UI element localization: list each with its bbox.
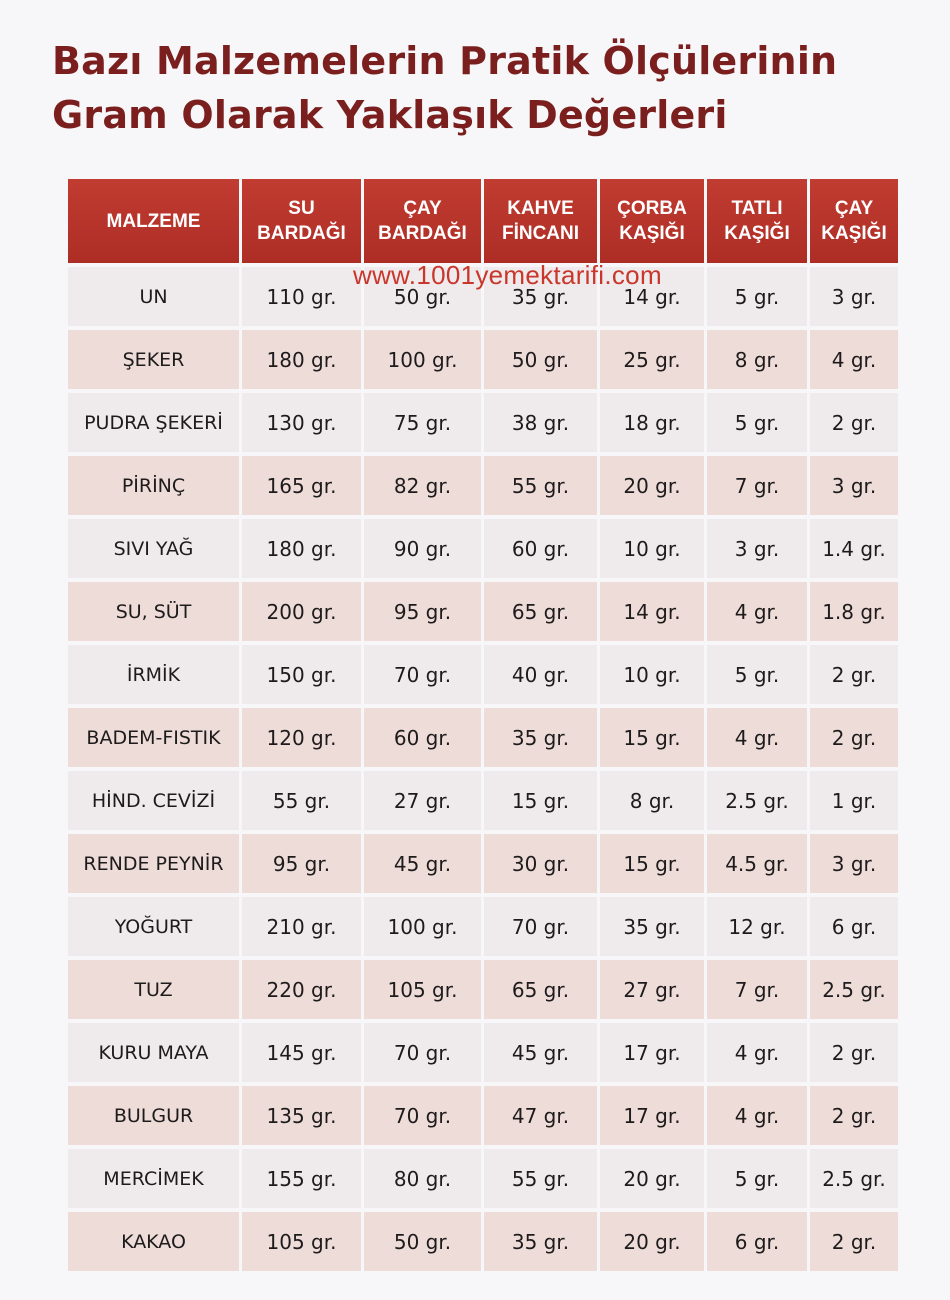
- measure-value-cell: 3 gr.: [707, 519, 807, 578]
- measure-value-cell: 200 gr.: [242, 582, 361, 641]
- measure-value-cell: 80 gr.: [364, 1149, 481, 1208]
- measure-value-cell: 70 gr.: [364, 1086, 481, 1145]
- measure-value-cell: 2 gr.: [810, 1023, 898, 1082]
- measure-value-cell: 55 gr.: [484, 456, 597, 515]
- measure-value-cell: 4 gr.: [707, 1023, 807, 1082]
- measure-value-cell: 20 gr.: [600, 1212, 704, 1271]
- measure-value-cell: 60 gr.: [484, 519, 597, 578]
- measure-value-cell: 45 gr.: [484, 1023, 597, 1082]
- ingredient-name-cell: TUZ: [68, 960, 239, 1019]
- table-row: [68, 456, 898, 515]
- measure-value-cell: 70 gr.: [364, 1023, 481, 1082]
- measure-value-cell: 10 gr.: [600, 519, 704, 578]
- column-header-text: FİNCANI: [501, 223, 580, 244]
- measure-value-cell: 4 gr.: [707, 708, 807, 767]
- measurement-table: [65, 175, 901, 1275]
- table-row: [68, 897, 898, 956]
- measure-value-cell: 20 gr.: [600, 1149, 704, 1208]
- table-header-row: [68, 179, 898, 263]
- measure-value-cell: 7 gr.: [707, 960, 807, 1019]
- ingredient-name-cell: PİRİNÇ: [68, 456, 239, 515]
- column-header: [364, 179, 481, 263]
- measurement-table-container: [68, 175, 886, 1275]
- table-row: [68, 960, 898, 1019]
- column-header: [68, 179, 239, 263]
- measure-value-cell: 70 gr.: [484, 897, 597, 956]
- measure-value-cell: 6 gr.: [810, 897, 898, 956]
- ingredient-name-cell: UN: [68, 267, 239, 326]
- ingredient-name-cell: KAKAO: [68, 1212, 239, 1271]
- measure-value-cell: 3 gr.: [810, 834, 898, 893]
- measure-value-cell: 1.4 gr.: [810, 519, 898, 578]
- measure-value-cell: 180 gr.: [242, 519, 361, 578]
- measure-value-cell: 17 gr.: [600, 1023, 704, 1082]
- ingredient-name-cell: PUDRA ŞEKERİ: [68, 393, 239, 452]
- column-header-text: MALZEME: [106, 210, 201, 232]
- measure-value-cell: 50 gr.: [364, 267, 481, 326]
- ingredient-name-cell: İRMİK: [68, 645, 239, 704]
- measure-value-cell: 105 gr.: [242, 1212, 361, 1271]
- ingredient-name-cell: ŞEKER: [68, 330, 239, 389]
- measure-value-cell: 18 gr.: [600, 393, 704, 452]
- measure-value-cell: 120 gr.: [242, 708, 361, 767]
- table-row: [68, 330, 898, 389]
- measure-value-cell: 15 gr.: [600, 708, 704, 767]
- measure-value-cell: 15 gr.: [484, 771, 597, 830]
- measure-value-cell: 8 gr.: [707, 330, 807, 389]
- page-title: [52, 34, 932, 142]
- column-header-text: ÇAY: [834, 198, 874, 219]
- measure-value-cell: 30 gr.: [484, 834, 597, 893]
- measure-value-cell: 4 gr.: [707, 1086, 807, 1145]
- column-header: [484, 179, 597, 263]
- measure-value-cell: 60 gr.: [364, 708, 481, 767]
- table-row: [68, 1212, 898, 1271]
- measure-value-cell: 75 gr.: [364, 393, 481, 452]
- measure-value-cell: 70 gr.: [364, 645, 481, 704]
- table-body: [68, 267, 898, 1271]
- table-row: [68, 1149, 898, 1208]
- measure-value-cell: 95 gr.: [364, 582, 481, 641]
- measure-value-cell: 55 gr.: [484, 1149, 597, 1208]
- measure-value-cell: 100 gr.: [364, 897, 481, 956]
- measure-value-cell: 110 gr.: [242, 267, 361, 326]
- measure-value-cell: 50 gr.: [484, 330, 597, 389]
- measure-value-cell: 55 gr.: [242, 771, 361, 830]
- column-header-text: KAŞIĞI: [821, 223, 887, 244]
- table-row: [68, 1023, 898, 1082]
- measure-value-cell: 2.5 gr.: [707, 771, 807, 830]
- measure-value-cell: 2 gr.: [810, 393, 898, 452]
- measure-value-cell: 4.5 gr.: [707, 834, 807, 893]
- measure-value-cell: 20 gr.: [600, 456, 704, 515]
- measure-value-cell: 5 gr.: [707, 645, 807, 704]
- measure-value-cell: 14 gr.: [600, 267, 704, 326]
- ingredient-name-cell: HİND. CEVİZİ: [68, 771, 239, 830]
- table-row: [68, 582, 898, 641]
- column-header-text: SU: [288, 198, 315, 219]
- measure-value-cell: 27 gr.: [364, 771, 481, 830]
- table-row: [68, 519, 898, 578]
- page-title-line-1: Bazı Malzemelerin Pratik Ölçülerinin: [52, 39, 838, 83]
- ingredient-name-cell: KURU MAYA: [68, 1023, 239, 1082]
- measure-value-cell: 3 gr.: [810, 267, 898, 326]
- table-row: [68, 645, 898, 704]
- measure-value-cell: 2.5 gr.: [810, 1149, 898, 1208]
- column-header: [810, 179, 898, 263]
- ingredient-name-cell: BADEM-FISTIK: [68, 708, 239, 767]
- measure-value-cell: 35 gr.: [484, 1212, 597, 1271]
- measure-value-cell: 5 gr.: [707, 1149, 807, 1208]
- measure-value-cell: 65 gr.: [484, 960, 597, 1019]
- ingredient-name-cell: YOĞURT: [68, 897, 239, 956]
- column-header-text: KAŞIĞI: [724, 223, 790, 244]
- measure-value-cell: 65 gr.: [484, 582, 597, 641]
- measure-value-cell: 38 gr.: [484, 393, 597, 452]
- measure-value-cell: 1 gr.: [810, 771, 898, 830]
- measure-value-cell: 105 gr.: [364, 960, 481, 1019]
- measure-value-cell: 155 gr.: [242, 1149, 361, 1208]
- measure-value-cell: 27 gr.: [600, 960, 704, 1019]
- measure-value-cell: 35 gr.: [484, 267, 597, 326]
- table-row: [68, 708, 898, 767]
- column-header-text: BARDAĞI: [257, 223, 346, 244]
- column-header: [600, 179, 704, 263]
- measure-value-cell: 2 gr.: [810, 708, 898, 767]
- column-header-text: BARDAĞI: [378, 223, 467, 244]
- measure-value-cell: 50 gr.: [364, 1212, 481, 1271]
- ingredient-name-cell: MERCİMEK: [68, 1149, 239, 1208]
- measure-value-cell: 4 gr.: [707, 582, 807, 641]
- measure-value-cell: 40 gr.: [484, 645, 597, 704]
- measure-value-cell: 1.8 gr.: [810, 582, 898, 641]
- measure-value-cell: 14 gr.: [600, 582, 704, 641]
- measure-value-cell: 165 gr.: [242, 456, 361, 515]
- table-row: [68, 771, 898, 830]
- column-header: [707, 179, 807, 263]
- ingredient-name-cell: BULGUR: [68, 1086, 239, 1145]
- measure-value-cell: 2 gr.: [810, 645, 898, 704]
- measure-value-cell: 17 gr.: [600, 1086, 704, 1145]
- measure-value-cell: 82 gr.: [364, 456, 481, 515]
- measure-value-cell: 47 gr.: [484, 1086, 597, 1145]
- measure-value-cell: 5 gr.: [707, 267, 807, 326]
- measure-value-cell: 3 gr.: [810, 456, 898, 515]
- measure-value-cell: 145 gr.: [242, 1023, 361, 1082]
- measure-value-cell: 90 gr.: [364, 519, 481, 578]
- column-header-text: KAŞIĞI: [619, 223, 685, 244]
- measure-value-cell: 4 gr.: [810, 330, 898, 389]
- measure-value-cell: 130 gr.: [242, 393, 361, 452]
- measure-value-cell: 6 gr.: [707, 1212, 807, 1271]
- table-row: [68, 393, 898, 452]
- table-row: [68, 834, 898, 893]
- measure-value-cell: 100 gr.: [364, 330, 481, 389]
- measure-value-cell: 35 gr.: [600, 897, 704, 956]
- measure-value-cell: 35 gr.: [484, 708, 597, 767]
- measure-value-cell: 150 gr.: [242, 645, 361, 704]
- measure-value-cell: 10 gr.: [600, 645, 704, 704]
- table-row: [68, 1086, 898, 1145]
- ingredient-name-cell: RENDE PEYNİR: [68, 834, 239, 893]
- column-header-text: ÇAY: [403, 198, 442, 219]
- measure-value-cell: 25 gr.: [600, 330, 704, 389]
- measure-value-cell: 8 gr.: [600, 771, 704, 830]
- ingredient-name-cell: SU, SÜT: [68, 582, 239, 641]
- measure-value-cell: 220 gr.: [242, 960, 361, 1019]
- measure-value-cell: 2.5 gr.: [810, 960, 898, 1019]
- measure-value-cell: 2 gr.: [810, 1212, 898, 1271]
- measure-value-cell: 210 gr.: [242, 897, 361, 956]
- measure-value-cell: 95 gr.: [242, 834, 361, 893]
- measure-value-cell: 15 gr.: [600, 834, 704, 893]
- measure-value-cell: 12 gr.: [707, 897, 807, 956]
- measure-value-cell: 180 gr.: [242, 330, 361, 389]
- measure-value-cell: 7 gr.: [707, 456, 807, 515]
- measure-value-cell: 5 gr.: [707, 393, 807, 452]
- website-watermark: www.1001yemektarifi.com: [353, 260, 662, 290]
- measure-value-cell: 135 gr.: [242, 1086, 361, 1145]
- column-header-text: ÇORBA: [617, 198, 687, 219]
- measure-value-cell: 2 gr.: [810, 1086, 898, 1145]
- measure-value-cell: 45 gr.: [364, 834, 481, 893]
- ingredient-name-cell: SIVI YAĞ: [68, 519, 239, 578]
- column-header-text: KAHVE: [507, 198, 574, 219]
- column-header: [242, 179, 361, 263]
- column-header-text: TATLI: [731, 198, 783, 219]
- page-title-line-2: Gram Olarak Yaklaşık Değerleri: [52, 93, 728, 137]
